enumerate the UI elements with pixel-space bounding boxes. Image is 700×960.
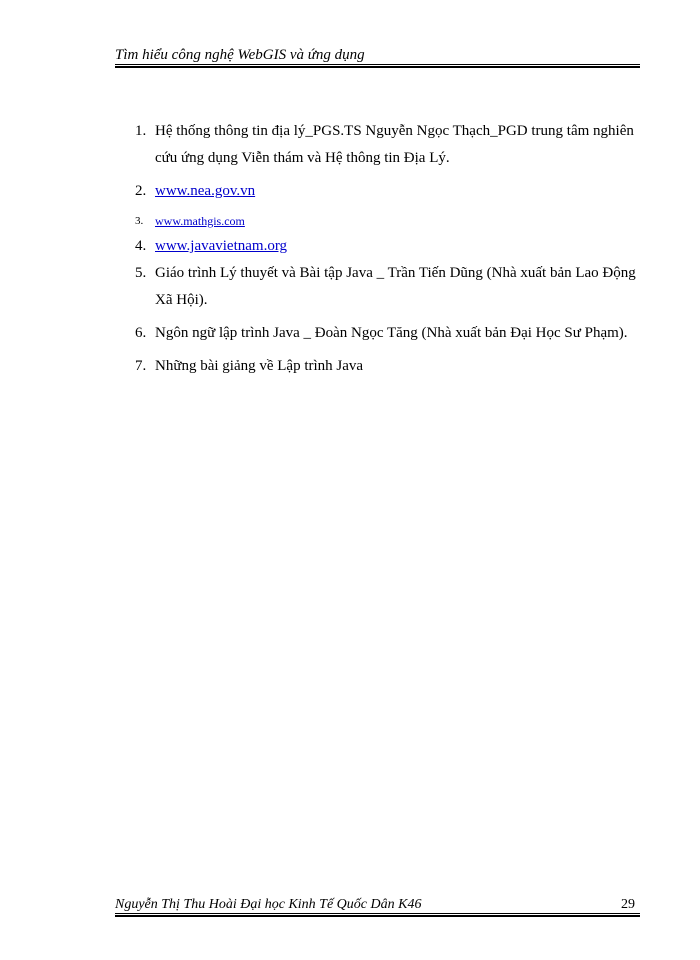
reference-link-javavietnam[interactable]: www.javavietnam.org [155,238,288,254]
reference-text: Những bài giảng về Lập trình Java [155,358,364,374]
footer-author: Nguyễn Thị Thu Hoài Đại học Kinh Tế Quốc Dân K46 [115,897,422,912]
reference-text: Ngôn ngữ lập trình Java _ Đoàn Ngọc Tăng (Nhà xuất bản Đại Học Sư Phạm). [155,325,628,341]
reference-number: 7. [135,358,147,374]
reference-item-6 [135,320,640,347]
reference-item-2 [135,178,640,205]
reference-number: 5. [135,265,147,281]
footer-rule [115,913,640,917]
reference-text: Hệ thống thông tin địa lý_PGS.TS Nguyễn Ngọc Thạch_PGD trung tâm nghiên cứu ứng dụng Viễn thám và Hệ thông tin Địa Lý. [155,123,634,166]
reference-item-5 [135,260,640,314]
reference-number: 6. [135,325,147,341]
reference-number: 2. [135,183,147,199]
page-number: 29 [621,897,635,912]
reference-item-3 [135,211,640,231]
header-rule [115,64,640,68]
page-footer [115,896,639,914]
reference-number: 3. [135,215,144,227]
reference-item-4 [135,233,640,260]
reference-item-7 [135,353,640,380]
reference-number: 1. [135,123,147,139]
reference-link-nea[interactable]: www.nea.gov.vn [155,183,256,199]
reference-item-1 [135,118,640,172]
reference-link-mathgis[interactable]: www.mathgis.com [155,214,245,228]
header-title: Tìm hiểu công nghệ WebGIS và ứng dụng [115,47,365,63]
page-header [115,45,639,65]
reference-number: 4. [135,238,147,254]
reference-list [135,118,640,380]
reference-text: Giáo trình Lý thuyết và Bài tập Java _ Trần Tiến Dũng (Nhà xuất bản Lao Động Xã Hội). [155,265,636,308]
